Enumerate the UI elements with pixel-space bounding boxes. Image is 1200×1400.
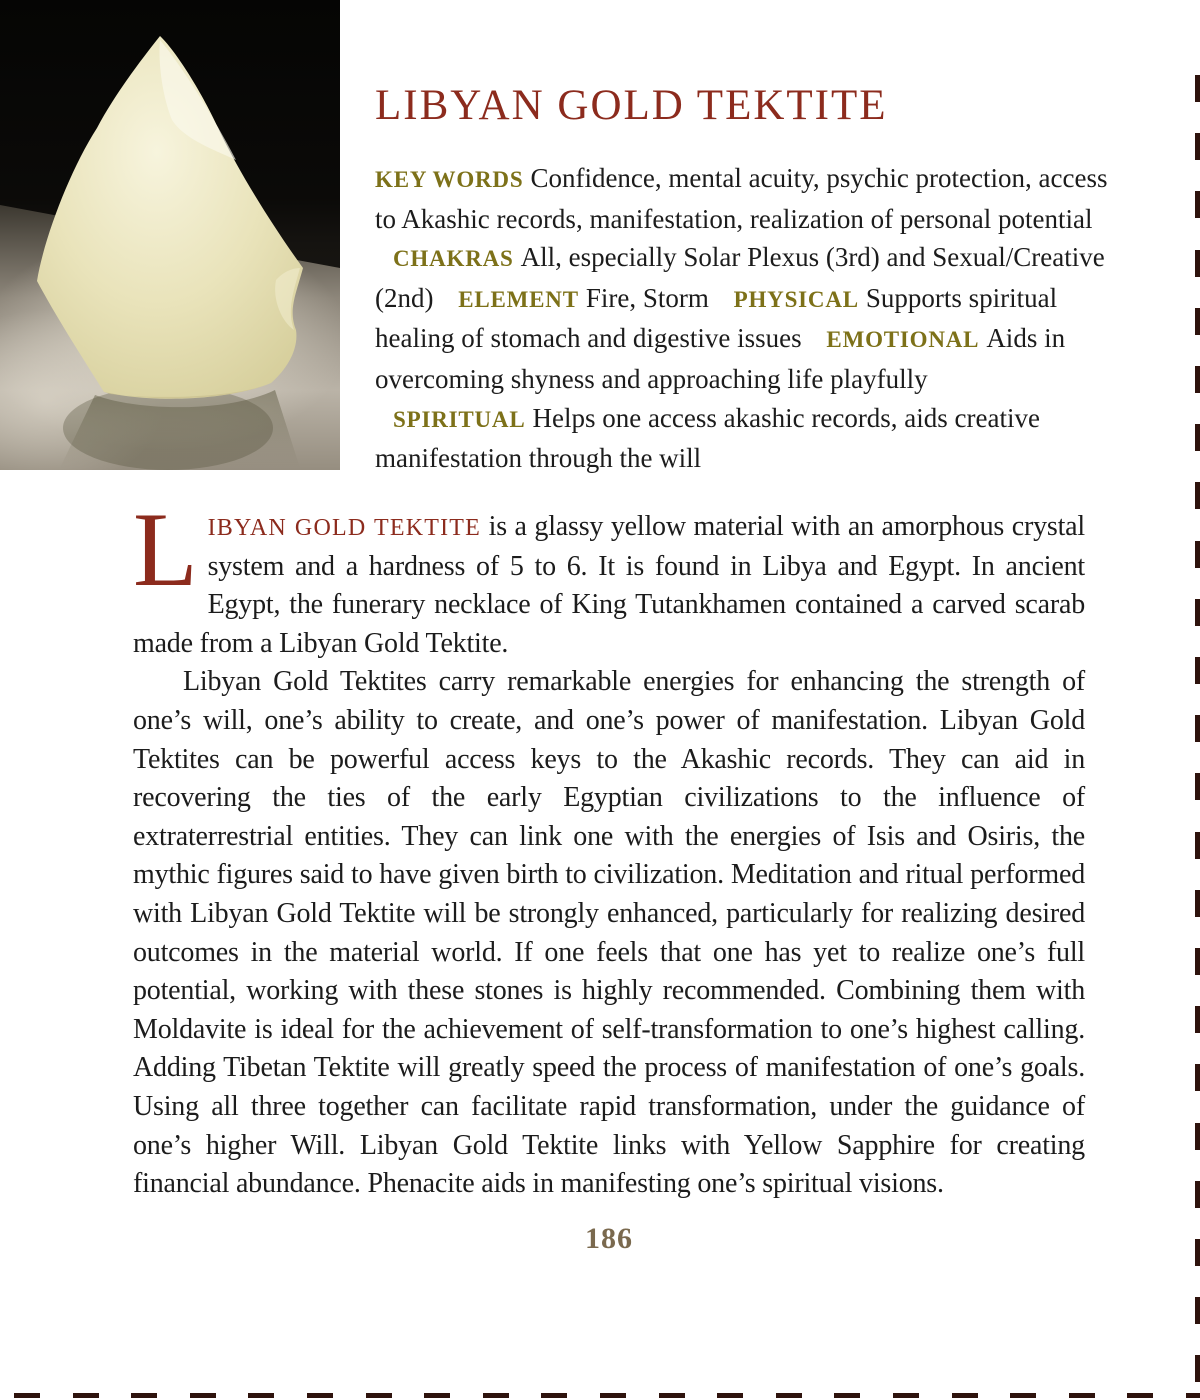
page-edge-mark (1195, 1355, 1200, 1382)
page-edge-mark (1195, 657, 1200, 684)
page-edge-mark (1195, 890, 1200, 917)
page-edge-mark (1195, 250, 1200, 277)
paragraph-2: Libyan Gold Tektites carry remarkable energies for enhancing the strength of one’s will, one’s ability to create, and one’s power of manifestation. Libyan Gold Tektites can be powerful access keys to the Akashic records. They can aid in recovering the ties of the early Egyptian civilizations to the influence of extraterrestrial entities. They can link one with the energies of Isis and Osiris, the mythic figures said to have given birth to civilization. Meditation and ritual performed with Libyan Gold Tektite will be strongly enhanced, particularly for realizing desired outcomes in the material world. If one feels that one has yet to realize one’s full potential, working with these stones is highly recommended. Combining them with Moldavite is ideal for the achievement of self-transformation to one’s highest calling. Adding Tibetan Tektite will greatly speed the process of manifestation of one’s goals. Using all three together can facilitate rapid transformation, under the guidance of one’s higher Will. Libyan Gold Tektite links with Yellow Sapphire for creating financial abundance. Phenacite aids in manifesting one’s spiritual visions. (133, 666, 1085, 1200)
page-edge-mark (1195, 133, 1200, 160)
page-edge-mark (73, 1393, 99, 1398)
property-label-spiritual: SPIRITUAL (393, 406, 526, 432)
page-edge-mark (1195, 715, 1200, 742)
page-edge-mark (1195, 773, 1200, 800)
page-edge-mark (307, 1393, 333, 1398)
page-edge-mark (424, 1393, 450, 1398)
property-label-element: ELEMENT (458, 286, 579, 312)
page-edge-mark (190, 1393, 216, 1398)
property-value-spiritual: Helps one access akashic records, aids creative manifestation through the will (375, 402, 1040, 474)
paragraph-1 (133, 491, 1085, 663)
property-value-chakras: All, especially Solar Plexus (3rd) and Sexual/Creative (2nd) (375, 242, 1105, 313)
page-edge-mark (14, 1393, 40, 1398)
chapter-header (375, 84, 1109, 478)
paragraph-1-text: is a glassy yellow material with an amorphous crystal system and a hardness of 5 to 6. It is found in Libya and Egypt. In ancient Egypt, the funerary necklace of King Tutankhamen contained a carved scarab made from a Libyan Gold Tektite. (133, 511, 1085, 659)
property-label-chakras: CHAKRAS (393, 246, 514, 272)
page-edge-mark (717, 1393, 743, 1398)
page-edge-mark (1195, 599, 1200, 626)
page-edge-mark (366, 1393, 392, 1398)
page-edge-mark (1195, 948, 1200, 975)
page-number: 186 (585, 1221, 633, 1255)
page-edge-mark (483, 1393, 509, 1398)
property-value-element: Fire, Storm (585, 282, 709, 313)
page-edge-mark (952, 1393, 978, 1398)
page-edge-mark (1195, 1064, 1200, 1091)
property-value-physical: Supports spiritual healing of stomach and digestive issues (375, 282, 1058, 354)
page-edge-mark (1195, 541, 1200, 568)
property-label-emotional: EMOTIONAL (826, 327, 980, 353)
page-edge-mark (834, 1393, 860, 1398)
lead-in-small-caps: IBYAN GOLD TEKTITE (207, 515, 482, 541)
page-edge-mark (1195, 1181, 1200, 1208)
page-edge-mark (659, 1393, 685, 1398)
page-edge-mark (1195, 482, 1200, 509)
property-value-key-words: Confidence, mental acuity, psychic protection, access to Akashic records, manifestation, realization of personal potential (375, 163, 1108, 234)
page-edge-mark (1195, 424, 1200, 451)
body-text (133, 491, 1085, 1258)
page-edge-mark (1195, 1297, 1200, 1324)
page-edge-mark (131, 1393, 157, 1398)
page-edge-mark (1195, 832, 1200, 859)
page-edge-mark (1195, 191, 1200, 218)
page-edge-mark (1195, 308, 1200, 335)
page-edge-mark (1127, 1393, 1153, 1398)
page-edge-mark (1069, 1393, 1095, 1398)
page-edge-mark (776, 1393, 802, 1398)
property-label-physical: PHYSICAL (733, 286, 859, 312)
page-edge-mark (1195, 1006, 1200, 1033)
stone-image (0, 0, 340, 470)
page-edge-mark (248, 1393, 274, 1398)
page-title: LIBYAN GOLD TEKTITE (375, 82, 888, 129)
page-edge-mark (600, 1393, 626, 1398)
stone-photo (0, 0, 340, 470)
page-edge-mark (1195, 1123, 1200, 1150)
properties-paragraph (375, 159, 1109, 478)
property-value-emotional: Aids in overcoming shyness and approaching life playfully (375, 323, 1066, 394)
page-edge-mark (1195, 1239, 1200, 1266)
page-edge-mark (541, 1393, 567, 1398)
drop-cap: L (133, 491, 198, 608)
page-edge-mark (1186, 1393, 1200, 1398)
page-edge-mark (893, 1393, 919, 1398)
property-label-key-words: KEY WORDS (375, 167, 524, 192)
page-edge-mark (1195, 366, 1200, 393)
page-edge-mark (1195, 75, 1200, 102)
page-edge-mark (1010, 1393, 1036, 1398)
